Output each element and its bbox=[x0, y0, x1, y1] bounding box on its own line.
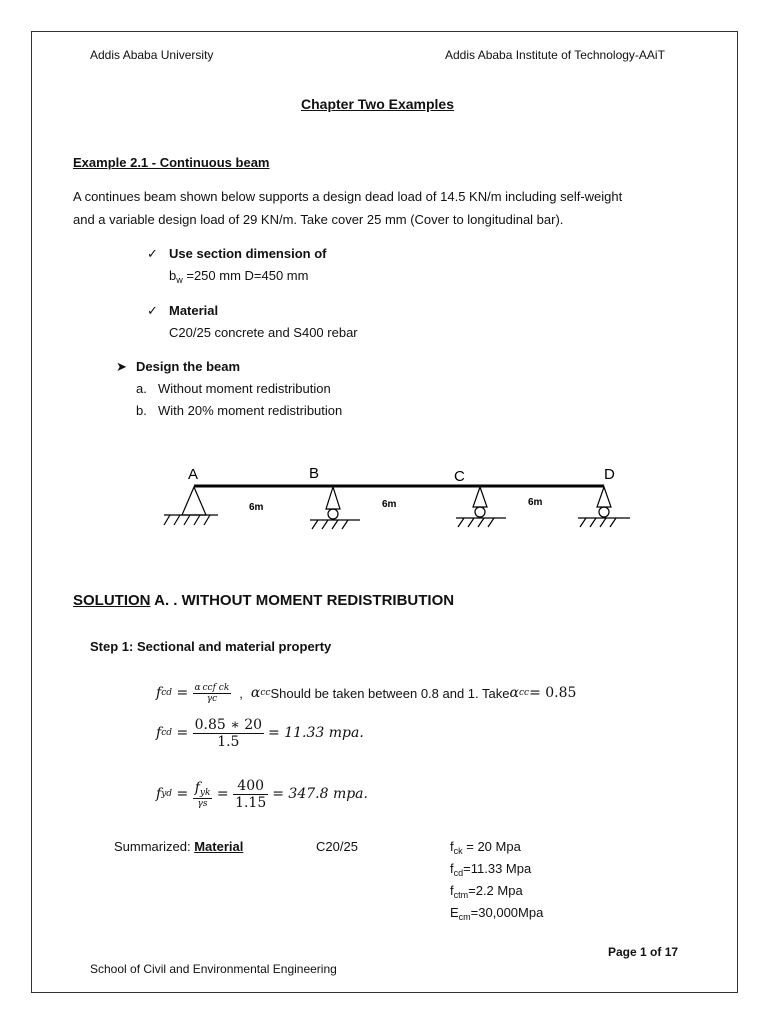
span-label: 6m bbox=[249, 502, 264, 513]
section-dimension-label: Use section dimension of bbox=[169, 246, 327, 261]
property-ecm: $E_{cm}=30,000Mpa$ bbox=[450, 905, 544, 922]
intro-line-2: and a variable design load of 29 KN/m. Take cover 25 mm (Cover to longitudinal bar). bbox=[73, 212, 564, 227]
equation-fcd-value: f cd = $\frac{0.85 ∗ 20}{1.5}$ = 11.33 mpa. bbox=[156, 716, 364, 750]
page-title: Chapter Two Examples bbox=[301, 96, 455, 112]
span-label: 6m bbox=[528, 497, 543, 508]
property-fcd: $f_{cd}=11.33$ Mpa bbox=[450, 861, 532, 878]
roller-support-b bbox=[310, 487, 360, 529]
equation-fcd-definition: f cd = $\frac{\text{α ccf ck}}{\gamma c}$ , α cc Should be taken between 0.8 and 1. Take α cc = 0.85 bbox=[156, 682, 577, 704]
support-label-b: B bbox=[309, 465, 320, 482]
arrow-bullet-icon: ➤ bbox=[116, 359, 127, 374]
concrete-grade: C20/25 bbox=[316, 839, 358, 854]
summary-line: Summarized: Material bbox=[114, 839, 244, 854]
support-label-c: C bbox=[454, 468, 465, 485]
roller-support-d bbox=[578, 487, 630, 527]
header-left: Addis Ababa University bbox=[90, 48, 214, 62]
support-label-d: D bbox=[604, 466, 615, 483]
material-label: Material bbox=[169, 303, 219, 318]
beam-diagram bbox=[150, 455, 630, 540]
property-fctm: $f_{ctm}=2.2$ Mpa bbox=[450, 883, 523, 900]
property-fck: $f_{ck} = 20$ Mpa bbox=[450, 839, 521, 856]
section-dimension-value: $b_w =250$ mm D=450 mm bbox=[169, 268, 309, 285]
step-1-heading: Step 1: Sectional and material property bbox=[90, 639, 332, 654]
design-label: Design the beam bbox=[136, 359, 241, 374]
header-right: Addis Ababa Institute of Technology-AAiT bbox=[445, 48, 665, 62]
design-item-marker: b. bbox=[136, 403, 147, 418]
material-value: C20/25 concrete and S400 rebar bbox=[169, 325, 358, 340]
checkmark-icon: ✓ bbox=[147, 303, 158, 318]
span-label: 6m bbox=[382, 499, 397, 510]
example-heading: Example 2.1 - Continuous beam bbox=[73, 155, 270, 170]
checkmark-icon: ✓ bbox=[147, 246, 158, 261]
page-number: Page 1 of 17 bbox=[608, 945, 679, 959]
footer-school: School of Civil and Environmental Engineering bbox=[90, 962, 337, 976]
design-item-text: With 20% moment redistribution bbox=[158, 403, 343, 418]
equation-fyd-value: f yd = $\frac{f_{yk}}{\gamma s}$ = $\frac{400}{1.15}$ = 347.8 mpa. bbox=[156, 777, 368, 811]
intro-line-1: A continues beam shown below supports a design dead load of 14.5 KN/m including self-weight bbox=[73, 189, 623, 204]
design-item-marker: a. bbox=[136, 381, 147, 396]
solution-heading: SOLUTION A. . WITHOUT MOMENT REDISTRIBUTION bbox=[73, 592, 455, 609]
pin-support-a bbox=[164, 487, 218, 525]
support-label-a: A bbox=[188, 466, 199, 483]
design-item-text: Without moment redistribution bbox=[158, 381, 331, 396]
roller-support-c bbox=[456, 487, 506, 527]
